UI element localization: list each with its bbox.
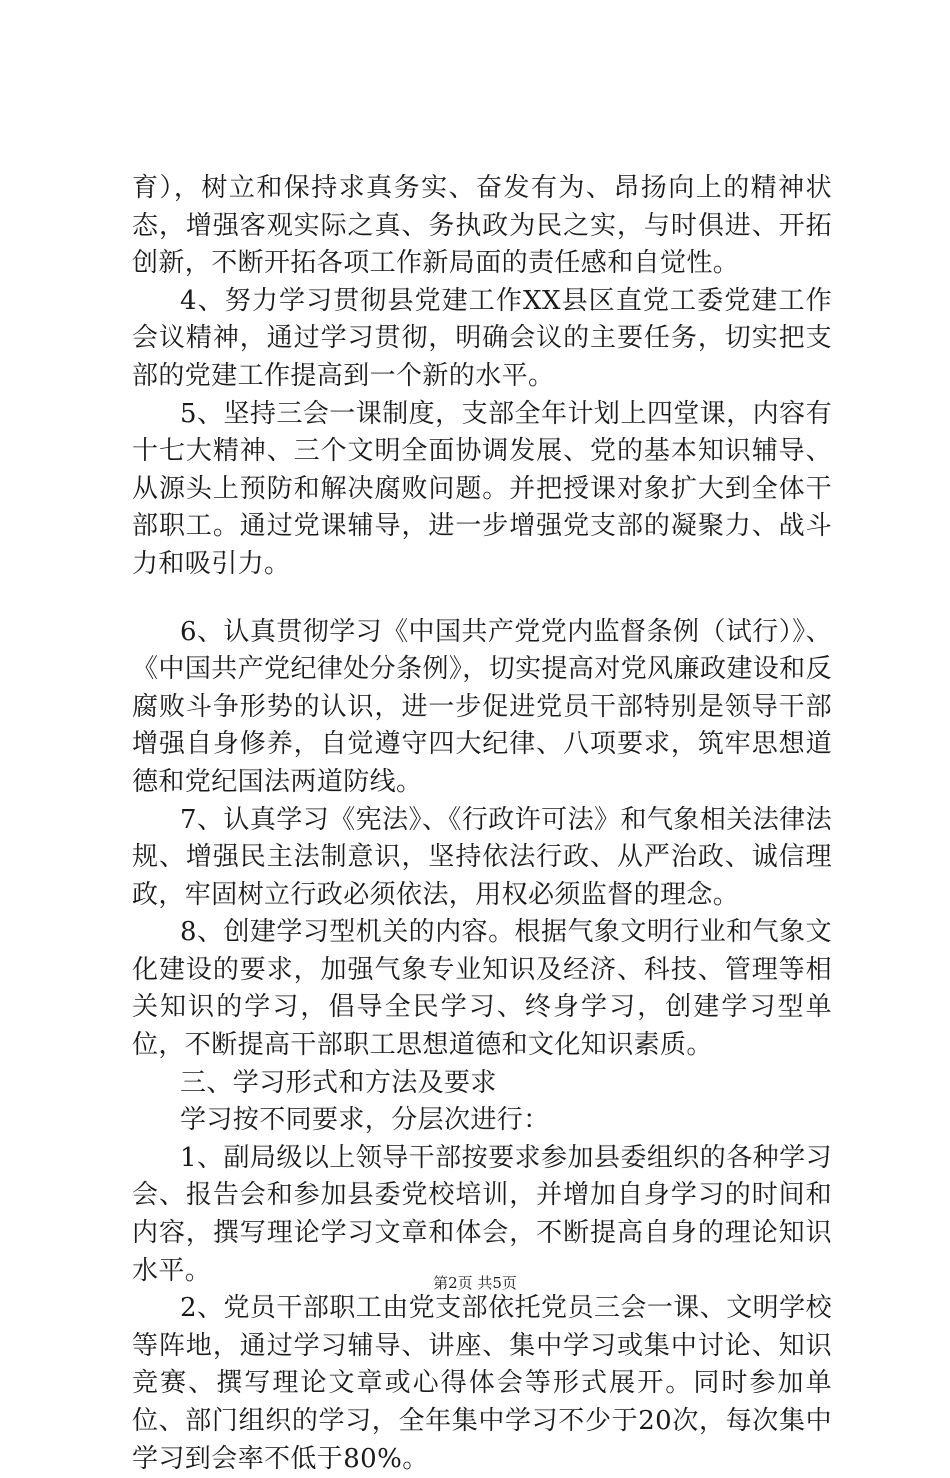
paragraph-item-6: 6、认真贯彻学习《中国共产党党内监督条例（试行）》、《中国共产党纪律处分条例》，切实提高对党风廉政建设和反腐败斗争形势的认识，进一步促进党员干部特别是领导干部增强自身修养，自觉遵守四大纪律、八项要求，筑牢思想道德和党纪国法两道防线。 (132, 616, 832, 797)
section-heading: 三、学习形式和方法及要求 (180, 1067, 497, 1098)
paragraph-continuation: 育），树立和保持求真务实、奋发有为、昂扬向上的精神状态，增强客观实际之真、务执政为民之实，与时俱进、开拓创新，不断开拓各项工作新局面的责任感和自觉性。 (132, 173, 832, 279)
paragraph-method-2: 2、党员干部职工由党支部依托党员三会一课、文明学校等阵地，通过学习辅导、讲座、集中学习或集中讨论、知识竞赛、撰写理论文章或心得体会等形式展开。同时参加单位、部门组织的学习，全年集中学习不少于20次，每次集中学习到会率不低于80%。 (132, 1293, 832, 1474)
paragraph-item-8: 8、创建学习型机关的内容。根据气象文明行业和气象文化建设的要求，加强气象专业知识及经济、科技、管理等相关知识的学习，倡导全民学习、终身学习，创建学习型单位，不断提高干部职工思想道德和文化知识素质。 (132, 917, 832, 1061)
paragraph-intro: 学习按不同要求，分层次进行： (180, 1105, 550, 1136)
paragraph-item-4: 4、努力学习贯彻县党建工作XX县区直党工委党建工作会议精神，通过学习贯彻，明确会议的主要任务，切实把支部的党建工作提高到一个新的水平。 (132, 285, 832, 391)
paragraph-item-7: 7、认真学习《宪法》、《行政许可法》和气象相关法律法规、增强民主法制意识，坚持依法行政、从严治政、诚信理政，牢固树立行政必须依法，用权必须监督的理念。 (132, 804, 832, 910)
paragraph-item-5: 5、坚持三会一课制度，支部全年计划上四堂课，内容有十七大精神、三个文明全面协调发展、党的基本知识辅导、从源头上预防和解决腐败问题。并把授课对象扩大到全体干部职工。通过党课辅导，进一步增强党支部的凝聚力、战斗力和吸引力。 (132, 398, 832, 579)
paragraph-method-1: 1、副局级以上领导干部按要求参加县委组织的各种学习会、报告会和参加县委党校培训，并增加自身学习的时间和内容，撰写理论学习文章和体会，不断提高自身的理论知识水平。 (132, 1142, 832, 1286)
page-number-footer: 第2页 共5页 (433, 1274, 517, 1292)
